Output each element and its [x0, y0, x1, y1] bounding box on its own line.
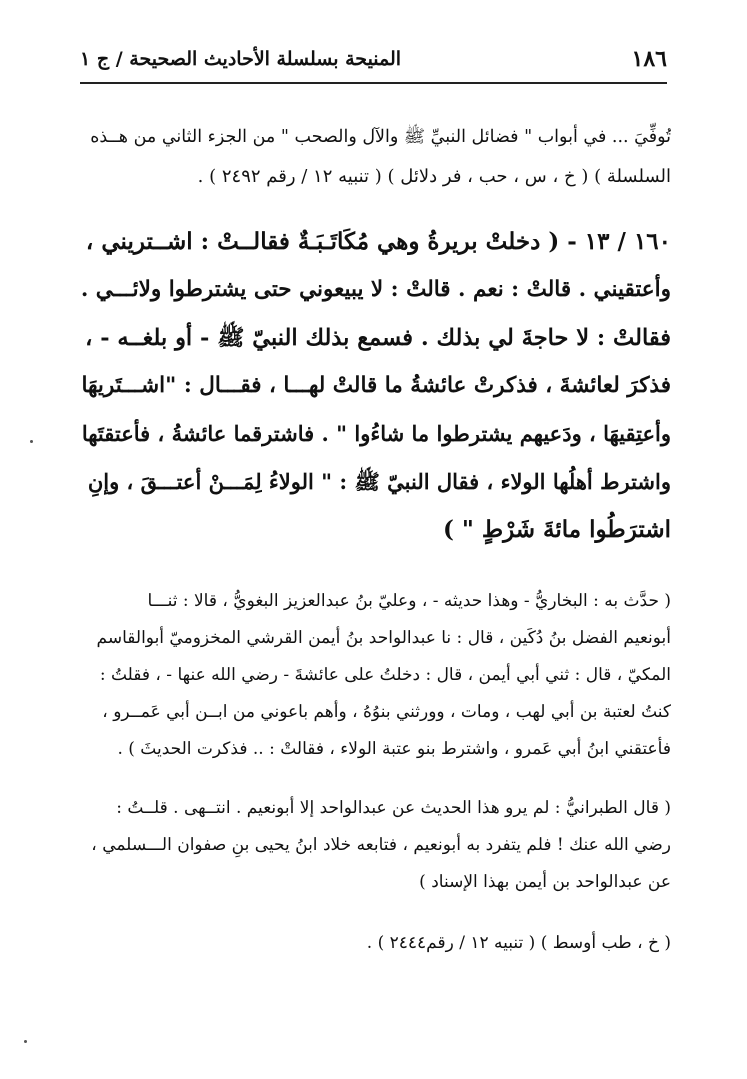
running-title: المنيحة بسلسلة الأحاديث الصحيحة / ج ١	[80, 48, 402, 70]
intro-paragraph	[76, 118, 671, 196]
text-line: ( خ ، طب أوسط ) ( تنبيه ١٢ / رقم٢٤٤٤ ) .	[366, 933, 671, 953]
text-line: أبونعيم الفضل بنُ دُكَين ، قال : نا عبدالواحد بنُ أيمن القرشي المخزوميّ أبوالقاسم	[96, 628, 671, 648]
text-line: ( حدَّث به : البخاريُّ - وهذا حديثه - ، وعليّ بنُ عبدالعزيز البغويُّ ، قالا : ثنـــا	[147, 591, 671, 611]
source-paragraph	[76, 925, 671, 962]
header-rule	[80, 82, 667, 84]
text-line: كنتُ لعتبة بن أبي لهب ، ومات ، وورثني بنوُهُ ، وأهم باعوني من ابــن أبي عَمــرو ،	[102, 702, 671, 722]
text-line: تُوفِّيَ ... في أبواب " فضائل النبيِّ ﷺ والآل والصحب " من الجزء الثاني من هــذه	[90, 127, 671, 147]
text-line: فأعتقني ابنُ أبي عَمرو ، واشترط بنو عتبة الولاء ، فقالتْ : .. فذكرت الحديثَ ) .	[117, 739, 671, 759]
hadith-text	[76, 218, 671, 554]
text-line: وأعتقيني . قالتْ : نعم . قالتْ : لا يبيعوني حتى يشترطوا ولائـــي .	[80, 277, 671, 302]
text-line: رضي الله عنك ! فلم يتفرد به أبونعيم ، فتابعه خلاد ابنُ يحيى بنِ صفوان الـــسلمي ،	[91, 835, 671, 855]
text-line: المكيّ ، قال : ثني أبي أيمن ، قال : دخلتُ على عائشةَ - رضي الله عنها - ، فقلتُ :	[99, 665, 671, 685]
text-line: اشترَطُوا مائةَ شَرْطٍ " )	[442, 516, 671, 543]
text-line: ١٦٠ / ١٣ - ( دخلتْ بريرةُ وهي مُكَاتَـبَـةٌ فقالــتْ : اشــتريني ،	[85, 228, 671, 255]
text-line: عن عبدالواحد بن أيمن بهذا الإسناد )	[419, 872, 671, 892]
tabarani-paragraph	[76, 790, 671, 901]
scan-speck	[30, 440, 33, 443]
text-line: السلسلة ) ( خ ، س ، حب ، فر دلائل ) ( تنبيه ١٢ / رقم ٢٤٩٢ ) .	[197, 166, 671, 187]
text-line: وأعتِقيهَا ، ودَعيهم يشترطوا ما شاءُوا " . فاشترقما عائشةُ ، فأعتقتَها	[81, 421, 671, 446]
page-number: ١٨٦	[631, 46, 667, 72]
text-line: فذكرَ لعائشةَ ، فذكرتْ عائشةُ ما قالتْ لهـــا ، فقـــال : "اشـــتَريهَا	[81, 373, 671, 398]
text-line: فقالتْ : لا حاجةَ لي بذلك . فسمع بذلك النبيّ ﷺ - أو بلغــه - ،	[85, 325, 671, 351]
page-header	[80, 44, 667, 78]
text-line: ( قال الطبرانيُّ : لم يرو هذا الحديث عن عبدالواحد إلا أبونعيم . انتــهى . قلــتُ :	[116, 798, 671, 818]
isnad-paragraph	[76, 583, 671, 768]
text-line: واشترط أهلُها الولاء ، فقال النبيّ ﷺ : " الولاءُ لِمَـــنْ أعتـــقَ ، وإنِ	[87, 469, 671, 494]
scan-speck	[24, 1040, 27, 1043]
